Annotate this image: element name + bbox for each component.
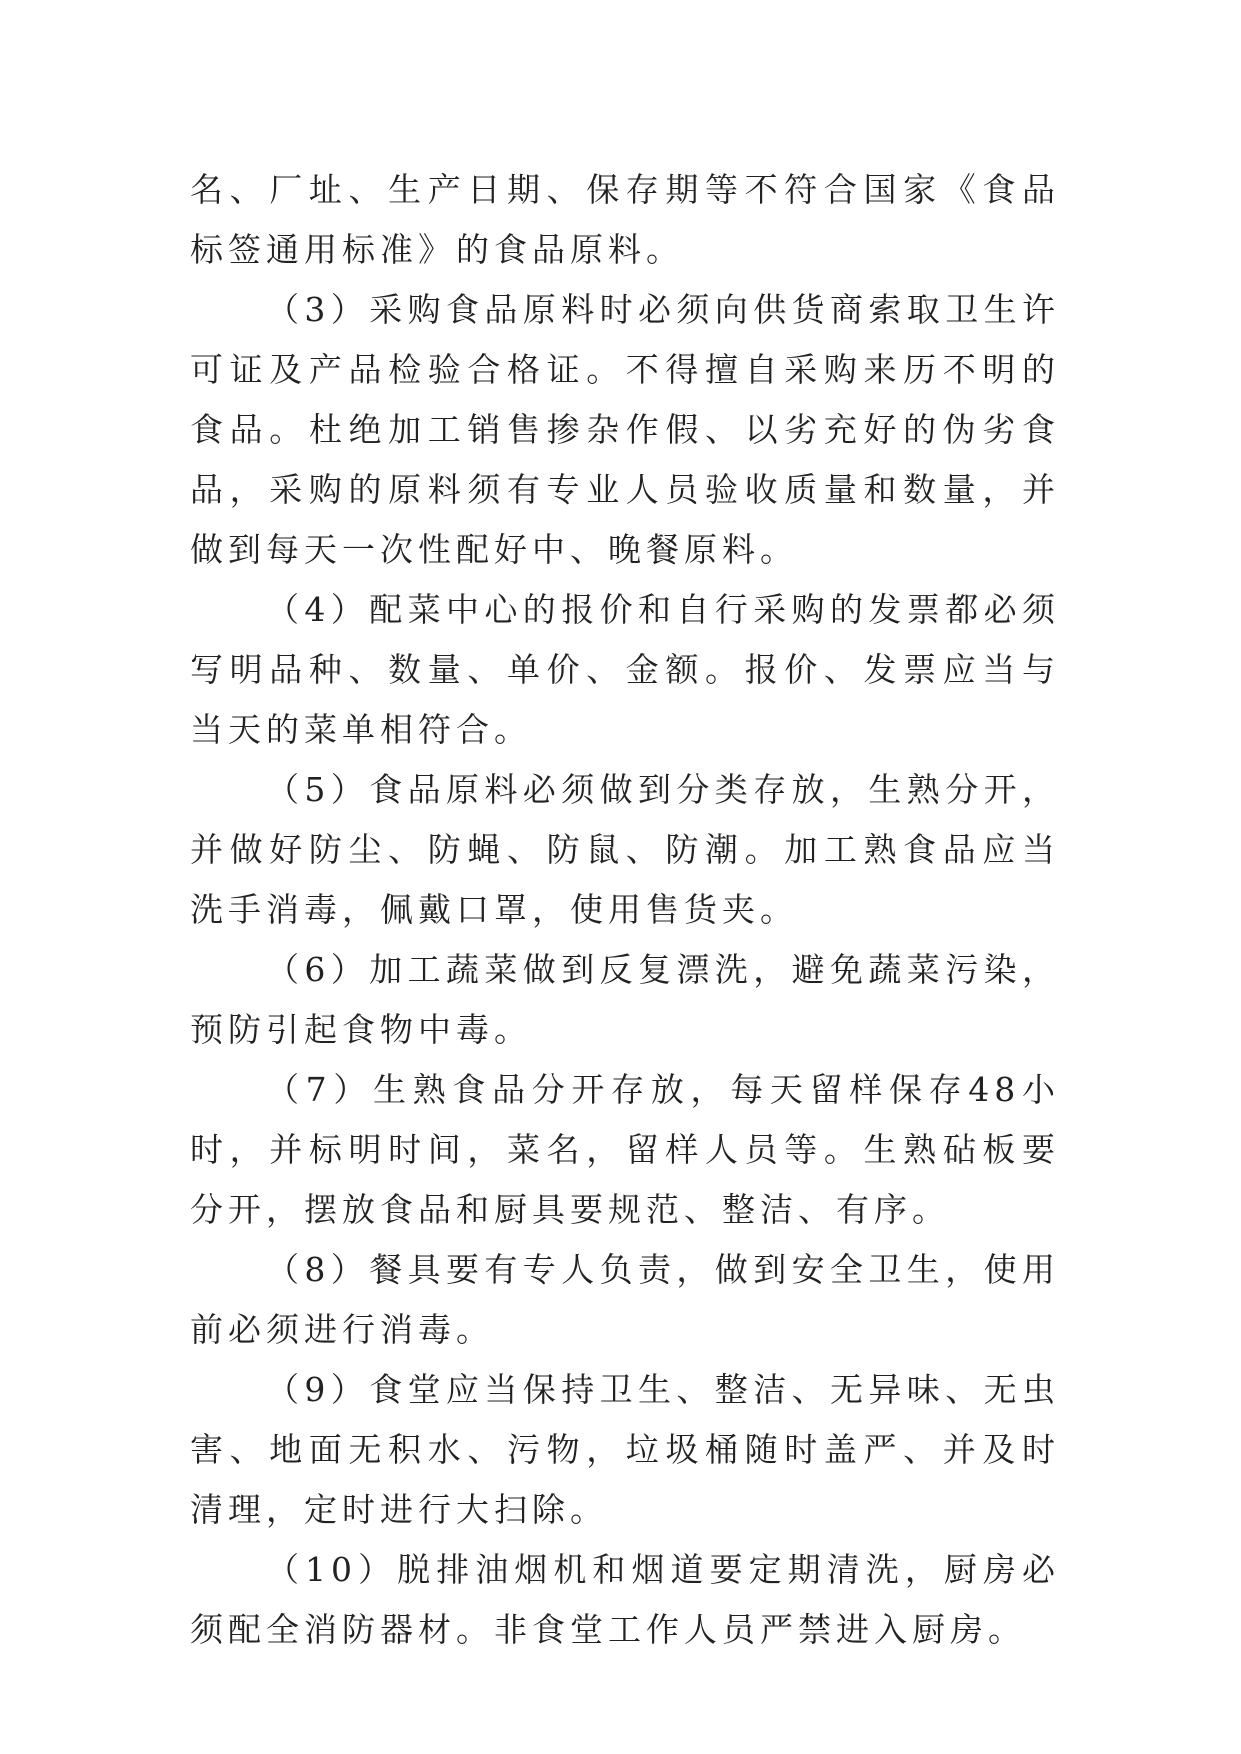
document-body <box>190 160 1060 1660</box>
paragraph-item-6: （6）加工蔬菜做到反复漂洗，避免蔬菜污染，预防引起食物中毒。 <box>190 950 1060 1049</box>
paragraph-item-5: （5）食品原料必须做到分类存放，生熟分开，并做好防尘、防蝇、防鼠、防潮。加工熟食品应当洗手消毒，佩戴口罩，使用售货夹。 <box>190 770 1060 929</box>
paragraph-item-8: （8）餐具要有专人负责，做到安全卫生，使用前必须进行消毒。 <box>190 1250 1060 1349</box>
paragraph-item-10: （10）脱排油烟机和烟道要定期清洗，厨房必须配全消防器材。非食堂工作人员严禁进入厨房。 <box>190 1550 1060 1649</box>
paragraph-continuation: 名、厂址、生产日期、保存期等不符合国家《食品标签通用标准》的食品原料。 <box>190 170 1060 269</box>
paragraph-item-9: （9）食堂应当保持卫生、整洁、无异味、无虫害、地面无积水、污物，垃圾桶随时盖严、并及时清理，定时进行大扫除。 <box>190 1370 1060 1529</box>
paragraph-item-4: （4）配菜中心的报价和自行采购的发票都必须写明品种、数量、单价、金额。报价、发票应当与当天的菜单相符合。 <box>190 590 1060 749</box>
paragraph-item-7: （7）生熟食品分开存放，每天留样保存48小时，并标明时间，菜名，留样人员等。生熟砧板要分开，摆放食品和厨具要规范、整洁、有序。 <box>190 1070 1060 1229</box>
paragraph-item-3: （3）采购食品原料时必须向供货商索取卫生许可证及产品检验合格证。不得擅自采购来历不明的食品。杜绝加工销售掺杂作假、以劣充好的伪劣食品，采购的原料须有专业人员验收质量和数量，并做到每天一次性配好中、晚餐原料。 <box>190 290 1060 569</box>
